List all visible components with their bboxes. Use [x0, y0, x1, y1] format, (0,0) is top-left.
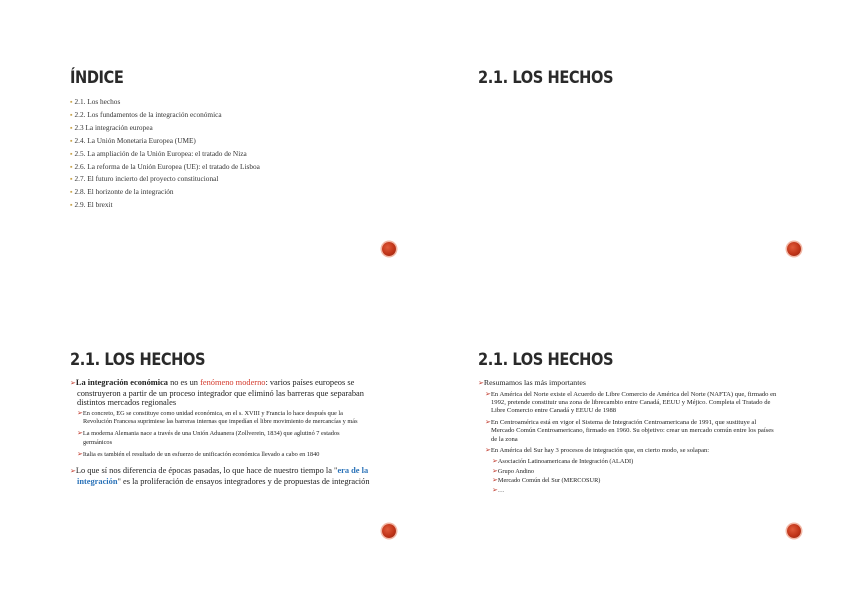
slide-hechos-title — [478, 68, 818, 96]
slide-title: 2.1. LOS HECHOS — [478, 350, 614, 370]
arrow-bullet-icon: ➢ — [77, 449, 83, 458]
bullet-icon: ▪ — [70, 201, 73, 210]
bullet-list — [478, 378, 778, 495]
slide-title: ÍNDICE — [70, 68, 124, 88]
list-subsubitem: ➢Grupo Andino — [492, 466, 535, 475]
list-item: ➢Resumamos las más importantes — [478, 378, 586, 387]
bullet-icon: ▪ — [70, 175, 73, 184]
bullet-icon: ▪ — [70, 98, 73, 106]
arrow-bullet-icon: ➢ — [485, 389, 491, 398]
bullet-icon: ▪ — [70, 188, 73, 197]
slide-title: 2.1. LOS HECHOS — [70, 350, 206, 370]
slide-marker-icon — [382, 524, 396, 538]
toc-item[interactable]: ▪ 2.4. La Unión Monetaria Europea (UME) — [70, 135, 196, 145]
bullet-icon: ▪ — [70, 110, 73, 119]
list-subitem: ➢En concreto, EG se constituye como unidad económica, en el s. XVIII y Francia lo hace después que la Revolución Francesa suprimiese las barreras internas que impedían el libre movimiento de mercancías y más — [77, 408, 358, 426]
slide-marker-icon — [787, 524, 801, 538]
arrow-bullet-icon: ➢ — [70, 379, 76, 387]
arrow-bullet-icon: ➢ — [485, 446, 491, 455]
slide-marker-icon — [382, 242, 396, 256]
slide-index — [70, 68, 410, 212]
slide-marker-icon — [787, 242, 801, 256]
toc-item[interactable]: ▪ 2.8. El horizonte de la integración — [70, 187, 174, 197]
slide-hechos-america — [478, 350, 778, 495]
highlight-text: fenómeno moderno — [200, 378, 266, 387]
arrow-bullet-icon: ➢ — [492, 485, 498, 494]
list-subsubitem: ➢Asociación Latinoamericana de Integración (ALADI) — [492, 457, 634, 466]
list-item: ➢La integración económica no es un fenómeno moderno: varios países europeos se construyeron a partir de un proceso integrador que eliminó las barreras que separaban distintos mercados regionales — [70, 378, 364, 408]
list-subsubitem: ➢Mercado Común del Sur (MERCOSUR) — [492, 476, 601, 485]
bullet-list — [70, 378, 370, 486]
arrow-bullet-icon: ➢ — [492, 466, 498, 475]
toc-item[interactable]: ▪ 2.7. El futuro incierto del proyecto constitucional — [70, 174, 219, 184]
bullet-icon: ▪ — [70, 149, 73, 158]
slide-hechos-europa — [70, 350, 370, 487]
arrow-bullet-icon: ➢ — [70, 467, 76, 476]
toc-item[interactable]: ▪ 2.2. Los fundamentos de la integración económica — [70, 109, 222, 119]
arrow-bullet-icon: ➢ — [77, 408, 83, 417]
toc-item[interactable]: ▪ 2.5. La ampliación de la Unión Europea: el tratado de Niza — [70, 148, 247, 158]
bullet-icon: ▪ — [70, 136, 73, 145]
toc-item[interactable]: ▪ 2.9. El brexit — [70, 200, 113, 210]
list-subitem: ➢En América del Sur hay 3 procesos de integración que, en cierto modo, se solapan: — [485, 446, 710, 455]
list-subitem: ➢Italia es también el resultado de un esfuerzo de unificación económica llevado a cabo en 1840 — [77, 449, 320, 458]
arrow-bullet-icon: ➢ — [478, 379, 484, 387]
bullet-icon: ▪ — [70, 162, 73, 171]
toc-list — [70, 96, 410, 212]
list-item: ➢Lo que sí nos diferencia de épocas pasadas, lo que hace de nuestro tiempo la "era de la integración" es la proliferación de ensayos integradores y de propuestas de integración — [70, 466, 370, 486]
toc-item[interactable]: ▪ 2.1. Los hechos — [70, 97, 121, 106]
arrow-bullet-icon: ➢ — [77, 429, 83, 438]
arrow-bullet-icon: ➢ — [485, 417, 491, 426]
arrow-bullet-icon: ➢ — [492, 457, 498, 466]
slide-title: 2.1. LOS HECHOS — [478, 68, 614, 88]
list-subitem: ➢En Centroamérica está en vigor el Sistema de Integración Centroamericana de 1991, que sustituye al Mercado Común Centroamericano, firmado en 1960. Su objetivo: crear un mercado común entre los países de la zona — [485, 417, 774, 443]
bullet-icon: ▪ — [70, 123, 73, 132]
highlight-text: era de la integración — [77, 466, 369, 486]
toc-item[interactable]: ▪ 2.6. La reforma de la Unión Europea (UE): el tratado de Lisboa — [70, 161, 260, 171]
list-subitem: ➢La moderna Alemania nace a través de una Unión Aduanera (Zollverein, 1834) que aglutinó 7 estados germánicos — [77, 429, 340, 446]
arrow-bullet-icon: ➢ — [492, 476, 498, 485]
toc-item[interactable]: ▪ 2.3 La integración europea — [70, 122, 153, 132]
list-subsubitem: ➢… — [492, 485, 505, 494]
list-subitem: ➢En América del Norte existe el Acuerdo de Libre Comercio de América del Norte (NAFTA) que, firmado en 1992, pretende constituir una zona de librecambio entre Canadá, EEUU y Méjico. Completa el Tratado de Libre Comercio entre Canadá y EEUU de 1988 — [485, 389, 777, 415]
